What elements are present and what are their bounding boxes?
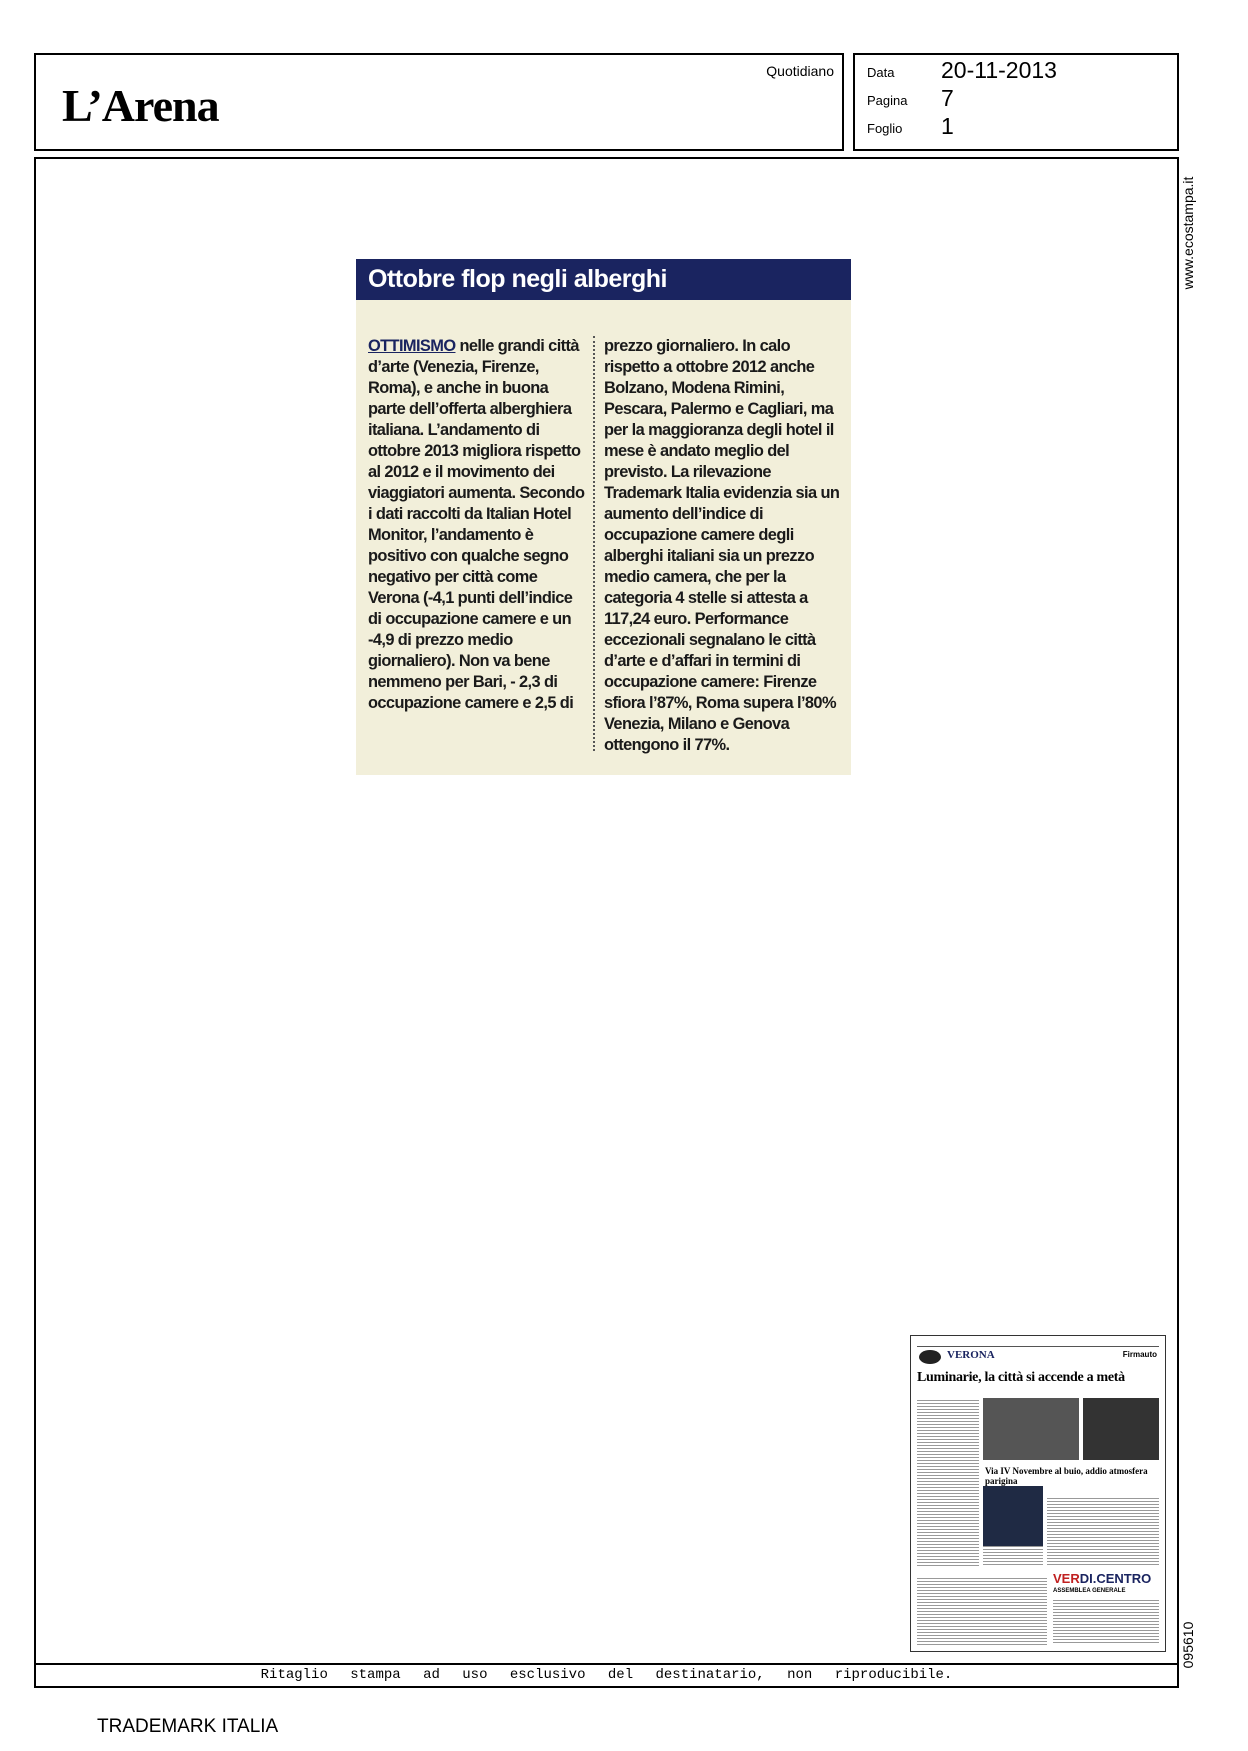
thumbnail-ad-brand-b: DI.CENTRO	[1079, 1571, 1152, 1586]
thumbnail-text-block	[1053, 1598, 1159, 1644]
side-code	[1178, 1615, 1198, 1675]
thumbnail-headline: Luminarie, la città si accende a metà	[917, 1370, 1125, 1385]
thumbnail-text-block	[1047, 1496, 1159, 1566]
pagina-value: 7	[941, 85, 954, 111]
article-column-1	[368, 336, 588, 714]
thumbnail-photo	[983, 1398, 1079, 1460]
thumbnail-ad-brand	[1053, 1571, 1151, 1586]
data-label: Data	[867, 65, 895, 80]
footer-brand: TRADEMARK ITALIA	[97, 1716, 279, 1737]
pagina-label: Pagina	[867, 93, 908, 108]
masthead-box	[34, 53, 844, 151]
thumbnail-text-block	[917, 1398, 979, 1568]
article-lead: OTTIMISMO	[368, 337, 456, 355]
foglio-value: 1	[941, 113, 954, 139]
thumbnail-ad-text: ASSEMBLEA GENERALE	[1053, 1588, 1126, 1594]
thumbnail-section: VERONA	[947, 1349, 995, 1361]
divider	[34, 1663, 1179, 1665]
side-url-text: www.ecostampa.it	[1180, 176, 1196, 290]
thumbnail-subhead: Via IV Novembre al buio, addio atmosfera parigina	[985, 1466, 1148, 1486]
thumbnail-ad-brand-a: VER	[1053, 1571, 1080, 1586]
disclaimer: Ritaglio stampa ad uso esclusivo del destinatario, non riproducibile.	[260, 1667, 953, 1683]
article-clipping	[356, 259, 851, 775]
column-separator	[593, 336, 595, 751]
side-url	[1178, 168, 1198, 298]
article-title: Ottobre flop negli alberghi	[356, 259, 851, 300]
thumbnail-side: Firmauto	[1122, 1350, 1157, 1359]
thumbnail-photo	[983, 1486, 1043, 1546]
thumbnail-text-block	[917, 1576, 1047, 1646]
side-code-text: 095610	[1180, 1621, 1196, 1669]
thumbnail-photo	[1083, 1398, 1159, 1460]
foglio-label: Foglio	[867, 121, 903, 136]
publication-type: Quotidiano	[766, 63, 834, 79]
data-value: 20-11-2013	[941, 57, 1057, 83]
metadata-box	[853, 53, 1179, 151]
thumbnail-rule	[917, 1340, 1159, 1347]
newspaper-logo: L’Arena	[62, 80, 219, 131]
article-column-2: prezzo giornaliero. In calo rispetto a ottobre 2012 anche Bolzano, Modena Rimini, Pescara, Palermo e Cagliari, ma per la maggioranza degli hotel il mese è andato meglio del previsto. La rilevazione Trademark Italia evidenzia sia un aumento dell’indice di occupazione camere degli alberghi italiani sia un prezzo medio camera, che per la categoria 4 stelle si attesta a 117,24 euro. Performance eccezionali segnalano le città d’arte e d’affari in termini di occupazione camere: Firenze sfiora l’87%, Roma supera l’80% Venezia, Milano e Genova ottengono il 77%.	[604, 337, 840, 754]
page-thumbnail	[910, 1335, 1166, 1652]
article-col1-text: nelle grandi città d’arte (Venezia, Firenze, Roma), e anche in buona parte dell’offerta alberghiera italiana. L’andamento di ottobre 2013 migliora rispetto al 2012 e il movimento dei viaggiatori aumenta. Secondo i dati raccolti da Italian Hotel Monitor, l’andamento è positivo con qualche segno negativo per città come Verona (-4,1 punti dell’indice di occupazione camere e un -4,9 di prezzo medio giornaliero). Non va bene nemmeno per Bari, - 2,3 di occupazione camere e 2,5 di	[368, 337, 585, 712]
car-brand-logo-icon	[919, 1350, 941, 1364]
